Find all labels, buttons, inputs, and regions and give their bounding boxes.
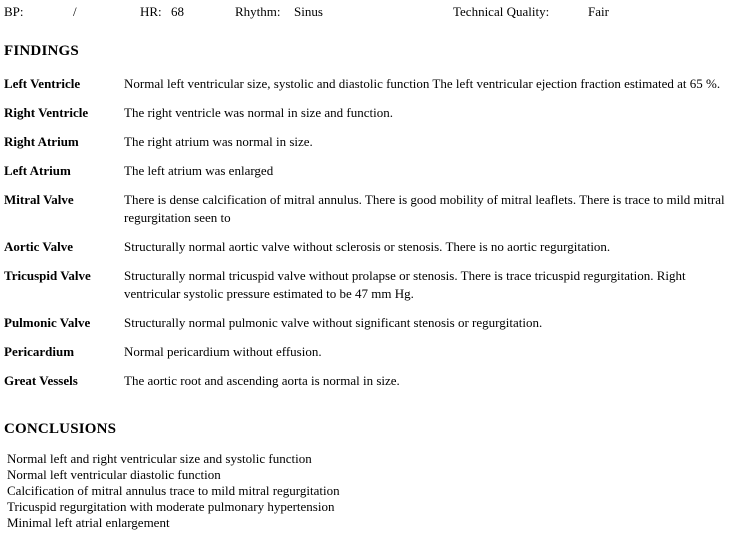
finding-label: Left Ventricle bbox=[4, 76, 81, 91]
finding-row-great-vessels bbox=[0, 372, 733, 390]
technical-quality-label: Technical Quality: bbox=[453, 4, 550, 19]
finding-label: Right Ventricle bbox=[4, 105, 89, 120]
conclusion-item: Normal left ventricular diastolic function bbox=[7, 467, 221, 482]
technical-quality-value: Fair bbox=[588, 4, 609, 19]
hr-label: HR: bbox=[140, 4, 162, 19]
bp-value: / bbox=[73, 4, 77, 19]
finding-text: Normal left ventricular size, systolic and diastolic function The left ventricular ejection fraction estimated at 65 %. bbox=[124, 76, 721, 91]
finding-text: Structurally normal pulmonic valve without significant stenosis or regurgitation. bbox=[124, 315, 543, 330]
finding-text: The aortic root and ascending aorta is normal in size. bbox=[124, 373, 400, 388]
finding-label: Pericardium bbox=[4, 344, 75, 359]
bp-label: BP: bbox=[4, 4, 24, 19]
finding-label: Pulmonic Valve bbox=[4, 315, 91, 330]
conclusion-item: Calcification of mitral annulus trace to mild mitral regurgitation bbox=[7, 483, 340, 498]
finding-row-right-atrium bbox=[0, 133, 733, 151]
finding-label: Aortic Valve bbox=[4, 239, 73, 254]
finding-row-pulmonic-valve bbox=[0, 314, 733, 332]
finding-text: The right atrium was normal in size. bbox=[124, 134, 313, 149]
finding-row-left-ventricle bbox=[0, 75, 733, 93]
finding-text: Normal pericardium without effusion. bbox=[124, 344, 322, 359]
vitals-bar bbox=[0, 4, 733, 24]
rhythm-label: Rhythm: bbox=[235, 4, 281, 19]
finding-row-aortic-valve bbox=[0, 238, 733, 256]
finding-label: Right Atrium bbox=[4, 134, 79, 149]
conclusion-item: Tricuspid regurgitation with moderate pulmonary hypertension bbox=[7, 499, 335, 514]
finding-text: Structurally normal aortic valve without sclerosis or stenosis. There is no aortic regurgitation. bbox=[124, 239, 611, 254]
finding-row-pericardium bbox=[0, 343, 733, 361]
finding-label: Mitral Valve bbox=[4, 192, 74, 207]
hr-value: 68 bbox=[171, 4, 184, 19]
findings-table bbox=[0, 75, 733, 390]
conclusion-item: Minimal left atrial enlargement bbox=[7, 515, 170, 530]
findings-heading: FINDINGS bbox=[4, 43, 79, 59]
finding-text: The left atrium was enlarged bbox=[124, 163, 274, 178]
finding-text: There is dense calcification of mitral annulus. There is good mobility of mitral leaflets. There is trace to mild mitral regurgitation seen to bbox=[124, 192, 725, 225]
finding-row-right-ventricle bbox=[0, 104, 733, 122]
finding-label: Left Atrium bbox=[4, 163, 71, 178]
conclusions-heading: CONCLUSIONS bbox=[4, 421, 117, 437]
finding-row-left-atrium bbox=[0, 162, 733, 180]
finding-row-tricuspid-valve bbox=[0, 267, 733, 303]
finding-text: Structurally normal tricuspid valve without prolapse or stenosis. There is trace tricuspid regurgitation. Right ventricular systolic pressure estimated to be 47 mm Hg. bbox=[124, 268, 686, 301]
conclusions-list bbox=[0, 451, 733, 531]
finding-text: The right ventricle was normal in size and function. bbox=[124, 105, 393, 120]
rhythm-value: Sinus bbox=[294, 4, 323, 19]
finding-label: Tricuspid Valve bbox=[4, 268, 91, 283]
finding-row-mitral-valve bbox=[0, 191, 733, 227]
finding-label: Great Vessels bbox=[4, 373, 78, 388]
conclusion-item: Normal left and right ventricular size and systolic function bbox=[7, 451, 312, 466]
